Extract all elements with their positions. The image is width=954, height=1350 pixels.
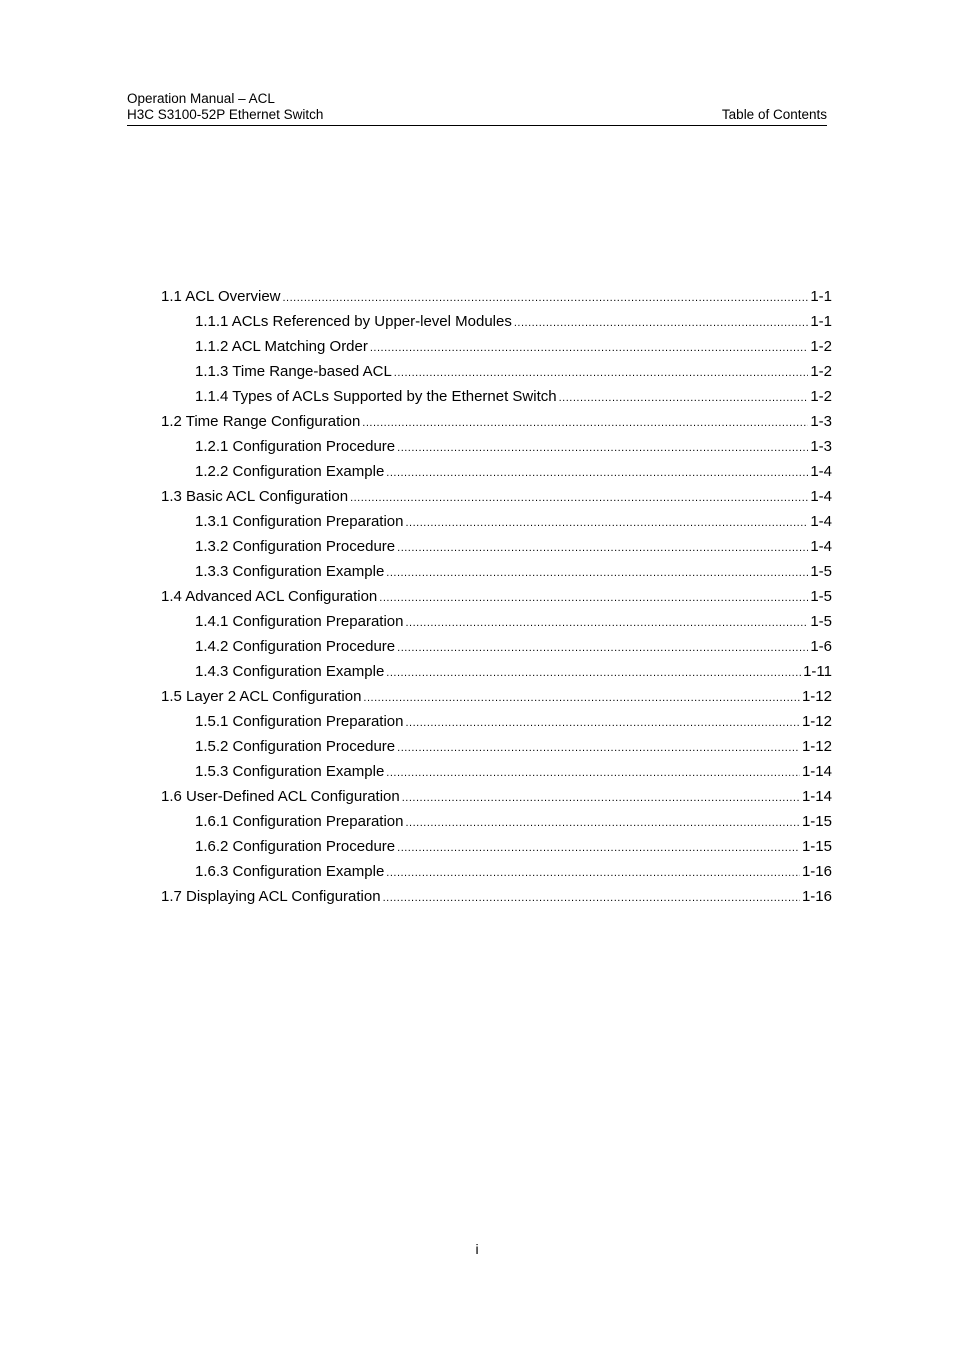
- toc-entry-title: 1.1.2 ACL Matching Order: [195, 338, 368, 355]
- toc-entry-page: 1-5: [810, 588, 832, 605]
- toc-dot-leader: [397, 736, 800, 759]
- toc-dot-leader: [283, 286, 809, 309]
- toc-entry[interactable]: [161, 784, 832, 809]
- toc-entry[interactable]: [161, 559, 832, 584]
- toc-entry-title: 1.3.1 Configuration Preparation: [195, 513, 404, 530]
- toc-entry[interactable]: [161, 834, 832, 859]
- toc-dot-leader: [405, 711, 799, 734]
- toc-entry-page: 1-3: [810, 438, 832, 455]
- toc-dot-leader: [405, 611, 808, 634]
- toc-entry[interactable]: [161, 734, 832, 759]
- toc-entry-title: 1.5 Layer 2 ACL Configuration: [161, 688, 362, 705]
- toc-entry-title: 1.6 User-Defined ACL Configuration: [161, 788, 400, 805]
- toc-entry[interactable]: [161, 759, 832, 784]
- toc-entry[interactable]: [161, 334, 832, 359]
- toc-entry-page: 1-4: [810, 488, 832, 505]
- table-of-contents: [161, 284, 832, 909]
- toc-entry-page: 1-3: [810, 413, 832, 430]
- toc-dot-leader: [386, 861, 800, 884]
- toc-entry[interactable]: [161, 884, 832, 909]
- toc-dot-leader: [397, 436, 808, 459]
- toc-entry-page: 1-14: [801, 788, 832, 805]
- toc-entry[interactable]: [161, 484, 832, 509]
- toc-entry-title: 1.4.2 Configuration Procedure: [195, 638, 396, 655]
- page-header: [127, 91, 827, 126]
- toc-entry-title: 1.6.2 Configuration Procedure: [195, 838, 396, 855]
- header-manual-title: Operation Manual – ACL: [127, 91, 275, 106]
- toc-entry[interactable]: [161, 709, 832, 734]
- toc-entry-page: 1-14: [801, 763, 832, 780]
- toc-entry-title: 1.5.3 Configuration Example: [195, 763, 385, 780]
- toc-entry[interactable]: [161, 609, 832, 634]
- toc-dot-leader: [397, 836, 800, 859]
- toc-dot-leader: [362, 411, 808, 434]
- toc-entry-page: 1-12: [801, 738, 832, 755]
- header-left: [127, 91, 323, 123]
- toc-dot-leader: [386, 661, 801, 684]
- toc-dot-leader: [363, 686, 800, 709]
- toc-dot-leader: [379, 586, 808, 609]
- toc-entry-title: 1.1.1 ACLs Referenced by Upper-level Modules: [195, 313, 512, 330]
- toc-entry-title: 1.3 Basic ACL Configuration: [161, 488, 349, 505]
- toc-dot-leader: [386, 461, 808, 484]
- toc-entry-page: 1-5: [810, 613, 832, 630]
- toc-entry-page: 1-16: [801, 863, 832, 880]
- toc-dot-leader: [397, 536, 808, 559]
- header-product-name: H3C S3100-52P Ethernet Switch: [127, 107, 324, 122]
- toc-entry[interactable]: [161, 634, 832, 659]
- toc-entry[interactable]: [161, 509, 832, 534]
- toc-entry-page: 1-1: [810, 288, 832, 305]
- toc-dot-leader: [370, 336, 808, 359]
- toc-dot-leader: [394, 361, 809, 384]
- toc-dot-leader: [405, 511, 808, 534]
- toc-entry-title: 1.5.2 Configuration Procedure: [195, 738, 396, 755]
- toc-entry-page: 1-6: [810, 638, 832, 655]
- toc-entry-title: 1.5.1 Configuration Preparation: [195, 713, 404, 730]
- toc-entry-page: 1-16: [801, 888, 832, 905]
- toc-entry[interactable]: [161, 409, 832, 434]
- toc-entry-page: 1-12: [801, 713, 832, 730]
- toc-entry-page: 1-2: [810, 363, 832, 380]
- toc-entry[interactable]: [161, 459, 832, 484]
- toc-entry-title: 1.1 ACL Overview: [161, 288, 281, 305]
- page-number: i: [475, 1241, 479, 1257]
- toc-entry[interactable]: [161, 659, 832, 684]
- toc-entry[interactable]: [161, 384, 832, 409]
- toc-entry-page: 1-11: [803, 663, 832, 680]
- toc-dot-leader: [514, 311, 808, 334]
- toc-dot-leader: [386, 561, 808, 584]
- toc-entry-title: 1.3.3 Configuration Example: [195, 563, 385, 580]
- toc-entry-title: 1.4 Advanced ACL Configuration: [161, 588, 378, 605]
- toc-dot-leader: [402, 786, 800, 809]
- toc-entry[interactable]: [161, 859, 832, 884]
- toc-entry[interactable]: [161, 309, 832, 334]
- toc-entry-page: 1-4: [810, 538, 832, 555]
- toc-entry[interactable]: [161, 434, 832, 459]
- toc-entry[interactable]: [161, 809, 832, 834]
- toc-entry-title: 1.3.2 Configuration Procedure: [195, 538, 396, 555]
- toc-entry-page: 1-12: [801, 688, 832, 705]
- toc-entry-page: 1-1: [810, 313, 832, 330]
- toc-dot-leader: [559, 386, 809, 409]
- toc-entry-title: 1.2 Time Range Configuration: [161, 413, 361, 430]
- toc-entry-page: 1-2: [810, 388, 832, 405]
- toc-entry-page: 1-4: [810, 513, 832, 530]
- toc-entry[interactable]: [161, 534, 832, 559]
- toc-entry-title: 1.6.3 Configuration Example: [195, 863, 385, 880]
- toc-entry-page: 1-15: [801, 838, 832, 855]
- toc-entry-title: 1.6.1 Configuration Preparation: [195, 813, 404, 830]
- header-section-title: Table of Contents: [721, 107, 827, 122]
- toc-entry-page: 1-5: [810, 563, 832, 580]
- toc-dot-leader: [405, 811, 799, 834]
- toc-dot-leader: [383, 886, 800, 909]
- toc-entry-title: 1.2.1 Configuration Procedure: [195, 438, 396, 455]
- toc-entry-page: 1-4: [810, 463, 832, 480]
- toc-dot-leader: [397, 636, 808, 659]
- toc-entry-title: 1.7 Displaying ACL Configuration: [161, 888, 381, 905]
- toc-entry-page: 1-15: [801, 813, 832, 830]
- toc-entry[interactable]: [161, 284, 832, 309]
- toc-entry[interactable]: [161, 584, 832, 609]
- toc-entry-title: 1.2.2 Configuration Example: [195, 463, 385, 480]
- toc-entry-title: 1.1.3 Time Range-based ACL: [195, 363, 392, 380]
- toc-entry-title: 1.4.1 Configuration Preparation: [195, 613, 404, 630]
- toc-dot-leader: [386, 761, 800, 784]
- toc-entry[interactable]: [161, 359, 832, 384]
- toc-entry[interactable]: [161, 684, 832, 709]
- toc-entry-page: 1-2: [810, 338, 832, 355]
- toc-entry-title: 1.4.3 Configuration Example: [195, 663, 385, 680]
- toc-entry-title: 1.1.4 Types of ACLs Supported by the Ethernet Switch: [195, 388, 557, 405]
- toc-dot-leader: [350, 486, 808, 509]
